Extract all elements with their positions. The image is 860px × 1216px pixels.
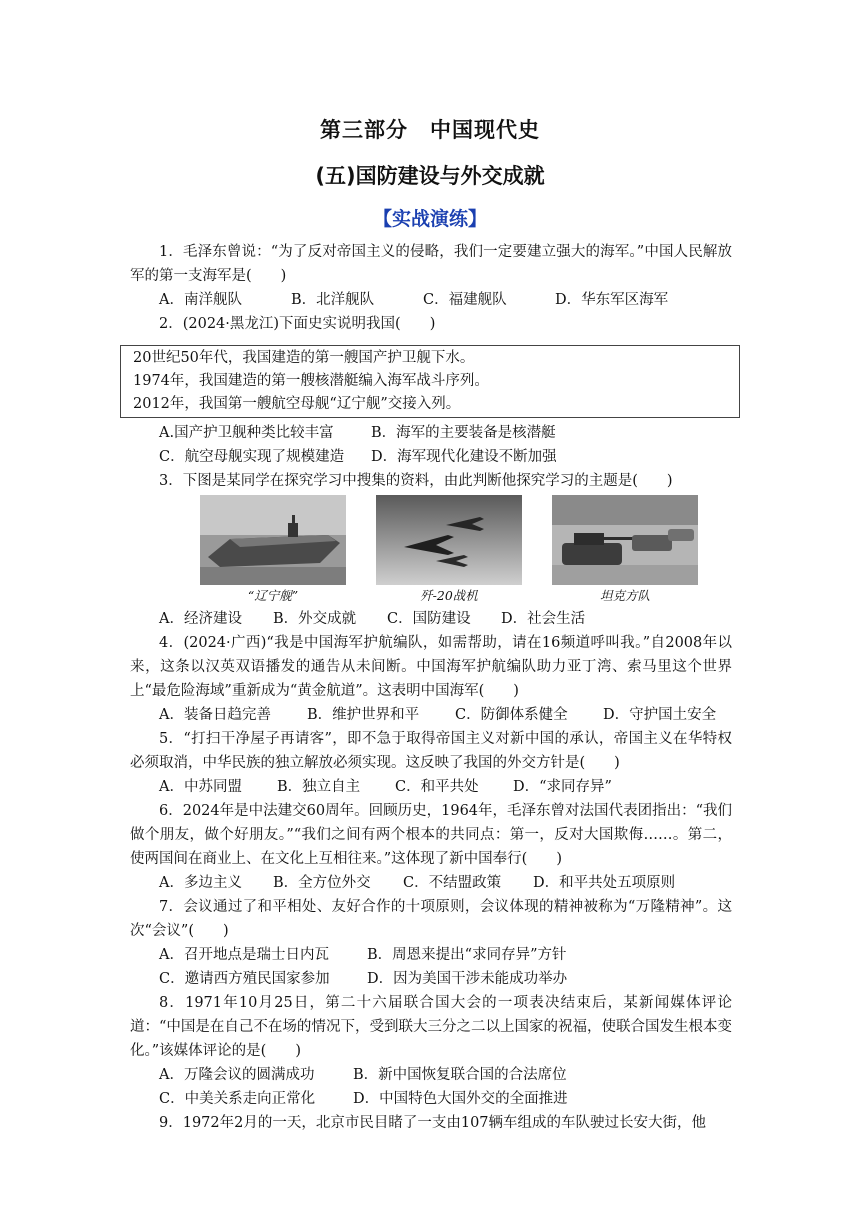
option-c: C．不结盟政策 (403, 875, 502, 891)
option-c: C．和平共处 (395, 779, 479, 795)
question-1-stem: 1．毛泽东曾说：“为了反对帝国主义的侵略，我们一定要建立强大的海军。”中国人民解放军的第一支海军是( ) (130, 244, 732, 284)
question-7-options (130, 943, 732, 991)
figure-caption-1: “辽宁舰” (247, 588, 299, 603)
figure-aircraft-carrier (200, 495, 346, 607)
question-6-stem: 6．2024年是中法建交60周年。回顾历史，1964年，毛泽东曾对法国代表团指出：“我们做个朋友，做个好朋友。”“我们之间有两个根本的共同点：第一，反对大国欺侮……。第二，使两国间在商业上、在文化上互相往来。”这体现了新中国奉行( ) (130, 803, 732, 867)
fighter-jets-photo (376, 495, 522, 585)
question-7-stem: 7．会议通过了和平相处、友好合作的十项原则，会议体现的精神被称为“万隆精神”。这次“会议”( ) (130, 899, 732, 939)
option-b: B．海军的主要装备是核潜艇 (371, 425, 556, 441)
part-title: 第三部分 中国现代史 (320, 118, 540, 142)
source-line-2: 1974年，我国建造的第一艘核潜艇编入海军战斗序列。 (133, 373, 489, 389)
option-c: C．中美关系走向正常化 (159, 1091, 316, 1107)
question-2-stem: 2．(2024·黑龙江)下面史实说明我国( ) (159, 316, 436, 332)
figure-j20-fighters (376, 495, 522, 607)
question-3-images (200, 495, 732, 607)
option-b: B．外交成就 (273, 611, 357, 627)
question-list (130, 240, 732, 1135)
question-4-stem: 4．(2024·广西)“我是中国海军护航编队，如需帮助，请在16频道呼叫我。”自2008年以来，这条以汉英双语播发的通告从未间断。中国海军护航编队助力亚丁湾、索马里这个世界上“最危险海域”重新成为“黄金航道”。这表明中国海军( ) (130, 635, 732, 699)
question-8-options (130, 1063, 732, 1111)
option-a: A．中苏同盟 (159, 779, 242, 795)
question-3-options (130, 607, 732, 631)
section-title: (五)国防建设与外交成就 (315, 164, 545, 188)
question-4-options (130, 703, 732, 727)
option-d: D．中国特色大国外交的全面推进 (353, 1091, 568, 1107)
practice-title: 【实战演练】 (372, 208, 487, 230)
tank-formation-photo (552, 495, 698, 585)
option-a: A．多边主义 (159, 875, 242, 891)
figure-caption-3: 坦克方队 (599, 588, 650, 603)
source-line-1: 20世纪50年代，我国建造的第一艘国产护卫舰下水。 (133, 350, 475, 366)
option-c: C．航空母舰实现了规模建造 (159, 449, 345, 465)
option-d: D．华东军区海军 (555, 292, 669, 308)
source-line-3: 2012年，我国第一艘航空母舰“辽宁舰”交接入列。 (133, 396, 461, 412)
option-b: B．全方位外交 (273, 875, 371, 891)
option-b: B．北洋舰队 (291, 292, 375, 308)
option-d: D．和平共处五项原则 (533, 875, 676, 891)
question-1-options (130, 288, 732, 312)
figure-tank-formation (552, 495, 698, 607)
option-a: A.国产护卫舰种类比较丰富 (159, 425, 334, 441)
option-b: B．独立自主 (277, 779, 361, 795)
option-b: B．维护世界和平 (307, 707, 420, 723)
question-2-options (130, 421, 732, 469)
question-8-stem: 8．1971年10月25日，第二十六届联合国大会的一项表决结束后，某新闻媒体评论道：“中国是在自己不在场的情况下，受到联大三分之二以上国家的祝福，使联合国发生根本变化。”该媒体评论的是( ) (130, 995, 732, 1059)
figure-caption-2: 歼-20战机 (420, 588, 478, 603)
option-d: D．“求同存异” (513, 779, 612, 795)
option-a: A．装备日趋完善 (159, 707, 271, 723)
question-5-options (130, 775, 732, 799)
option-c: C．防御体系健全 (455, 707, 568, 723)
option-a: A．万隆会议的圆满成功 (159, 1067, 315, 1083)
option-a: A．召开地点是瑞士日内瓦 (159, 947, 329, 963)
question-9-stem: 9．1972年2月的一天，北京市民目睹了一支由107辆车组成的车队驶过长安大街，他 (159, 1115, 707, 1131)
option-a: A．经济建设 (159, 611, 242, 627)
option-b: B．新中国恢复联合国的合法席位 (353, 1067, 567, 1083)
question-6-options (130, 871, 732, 895)
question-3-stem: 3．下图是某同学在探究学习中搜集的资料，由此判断他探究学习的主题是( ) (159, 473, 673, 489)
aircraft-carrier-photo (200, 495, 346, 585)
option-b: B．周恩来提出“求同存异”方针 (367, 947, 567, 963)
option-c: C．邀请西方殖民国家参加 (159, 971, 330, 987)
option-d: D．海军现代化建设不断加强 (371, 449, 557, 465)
option-d: D．社会生活 (501, 611, 586, 627)
question-5-stem: 5．“打扫干净屋子再请客”，即不急于取得帝国主义对新中国的承认，帝国主义在华特权必须取消，中华民族的独立解放必须实现。这反映了我国的外交方针是( ) (130, 731, 732, 771)
question-2-source-box (120, 345, 740, 418)
option-d: D．因为美国干涉未能成功举办 (367, 971, 568, 987)
option-c: C．国防建设 (387, 611, 471, 627)
option-a: A．南洋舰队 (159, 292, 242, 308)
option-d: D．守护国土安全 (603, 707, 717, 723)
option-c: C．福建舰队 (423, 292, 507, 308)
